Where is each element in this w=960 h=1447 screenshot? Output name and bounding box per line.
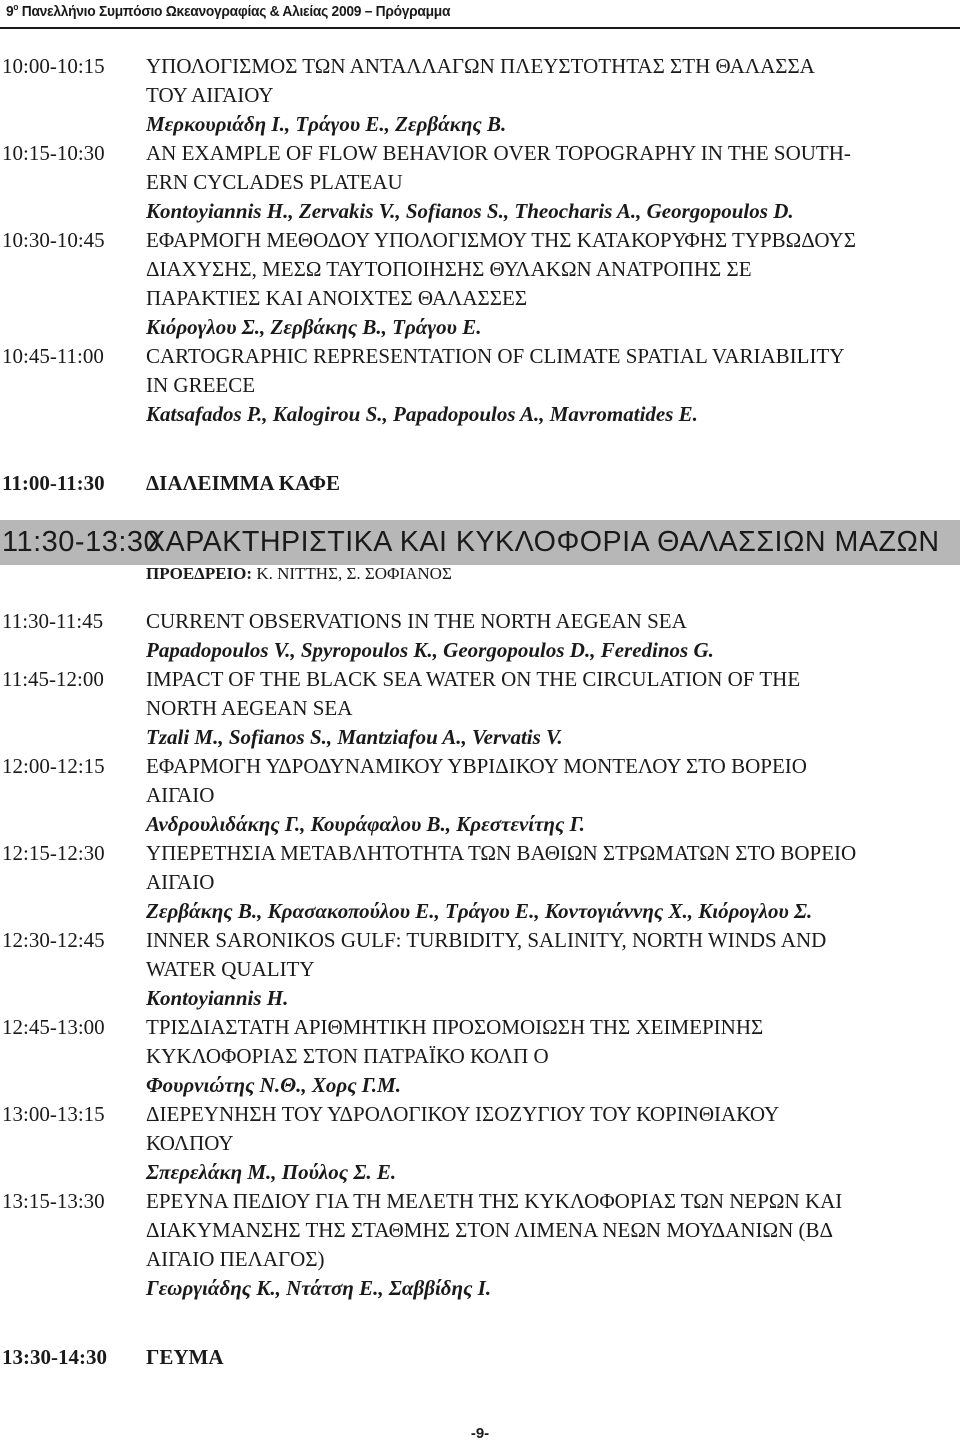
slot-time: 11:45-12:00 xyxy=(2,667,104,691)
talk-authors: Ζερβάκης Β., Κρασακοπούλου Ε., Τράγου Ε., Κοντογιάννης Χ., Κιόρογλου Σ. xyxy=(146,899,813,923)
page-number: -9- xyxy=(470,1425,490,1442)
slot-time: 10:45-11:00 xyxy=(2,344,104,368)
talk-title: ΤΡΙΣΔΙΑΣΤΑΤΗ ΑΡΙΘΜΗΤΙΚΗ ΠΡΟΣΟΜΟΙΩΣΗ ΤΗΣ ΧΕΙΜΕΡΙΝΗΣ ΚΥΚΛΟΦΟΡΙΑΣ ΣΤΟΝ ΠΑΤΡΑΪΚΟ ΚΟΛΠ Ο xyxy=(146,1015,764,1068)
edition-ordinal: ο xyxy=(13,2,19,12)
program-slot xyxy=(0,139,960,226)
talk-title: ΕΦΑΡΜΟΓΗ ΥΔΡΟΔΥΝΑΜΙΚΟΥ ΥΒΡΙΔΙΚΟΥ ΜΟΝΤΕΛΟΥ ΣΤΟ ΒΟΡΕΙΟ ΑΙΓΑΙΟ xyxy=(146,754,807,807)
talk-authors: Κιόρογλου Σ., Ζερβάκης Β., Τράγου Ε. xyxy=(146,315,482,339)
slot-time: 13:15-13:30 xyxy=(2,1189,105,1213)
header-rule xyxy=(0,27,960,29)
coffee-break xyxy=(0,469,960,498)
slot-time: 13:00-13:15 xyxy=(2,1102,105,1126)
slot-time: 12:00-12:15 xyxy=(2,754,105,778)
talk-authors: Σπερελάκη Μ., Πούλος Σ. Ε. xyxy=(146,1160,397,1184)
session-chairs xyxy=(0,563,960,585)
slots-group-b xyxy=(0,607,960,1303)
program xyxy=(0,52,960,1372)
lunch-time: 13:30-14:30 xyxy=(2,1345,107,1369)
talk-title: ΕΡΕΥΝΑ ΠΕΔΙΟΥ ΓΙΑ ΤΗ ΜΕΛΕΤΗ ΤΗΣ ΚΥΚΛΟΦΟΡΙΑΣ ΤΩΝ ΝΕΡΩΝ ΚΑΙ ΔΙΑΚΥΜΑΝΣΗΣ ΤΗΣ ΣΤΑΘΜΗΣ ΣΤΟΝ ΛΙΜΕΝΑ ΝΕΩΝ ΜΟΥΔΑΝΙΩΝ (ΒΔ ΑΙΓΑΙΟ ΠΕΛΑΓΟΣ) xyxy=(146,1189,843,1271)
slot-time: 10:00-10:15 xyxy=(2,54,105,78)
coffee-break-label: ΔΙΑΛΕΙΜΜΑ ΚΑΦΕ xyxy=(146,471,341,495)
page-header xyxy=(6,2,450,20)
program-slot xyxy=(0,665,960,752)
lunch-label: ΓΕΥΜΑ xyxy=(146,1345,224,1369)
program-slot xyxy=(0,226,960,342)
slots-group-a xyxy=(0,52,960,429)
program-slot xyxy=(0,1013,960,1100)
slot-time: 10:30-10:45 xyxy=(2,228,105,252)
talk-authors: Φουρνιώτης Ν.Θ., Χορς Γ.Μ. xyxy=(146,1073,401,1097)
talk-authors: Kontoyiannis H. xyxy=(146,986,289,1010)
lunch-break xyxy=(0,1343,960,1372)
talk-authors: Kontoyiannis H., Zervakis V., Sofianos S., Theocharis A., Georgopoulos D. xyxy=(146,199,794,223)
talk-authors: Papadopoulos V., Spyropoulos K., Georgopoulos D., Feredinos G. xyxy=(146,638,714,662)
talk-authors: Tzali M., Sofianos S., Mantziafou A., Vervatis V. xyxy=(146,725,563,749)
talk-title: ΥΠΕΡΕΤΗΣΙΑ ΜΕΤΑΒΛΗΤΟΤΗΤΑ ΤΩΝ ΒΑΘΙΩΝ ΣΤΡΩΜΑΤΩΝ ΣΤΟ ΒΟΡΕΙΟ ΑΙΓΑΙΟ xyxy=(146,841,857,894)
chairs-label: ΠΡΟΕΔΡΕΙΟ: xyxy=(146,564,253,583)
talk-title: INNER SARONIKOS GULF: TURBIDITY, SALINITY, NORTH WINDS AND WATER QUALITY xyxy=(146,928,827,981)
talk-authors: Katsafados P., Kalogirou S., Papadopoulos A., Mavromatides E. xyxy=(146,402,698,426)
program-slot xyxy=(0,1187,960,1303)
program-slot xyxy=(0,926,960,1013)
slot-time: 12:15-12:30 xyxy=(2,841,105,865)
talk-title: AN EXAMPLE OF FLOW BEHAVIOR OVER TOPOGRAPHY IN THE SOUTH- ERN CYCLADES PLATEAU xyxy=(146,141,851,194)
program-slot xyxy=(0,839,960,926)
talk-authors: Ανδρουλιδάκης Γ., Κουράφαλου Β., Κρεστενίτης Γ. xyxy=(146,812,585,836)
talk-title: ΔΙΕΡΕΥΝΗΣΗ ΤΟΥ ΥΔΡΟΛΟΓΙΚΟΥ ΙΣΟΖΥΓΙΟΥ ΤΟΥ ΚΟΡΙΝΘΙΑΚΟΥ ΚΟΛΠΟΥ xyxy=(146,1102,780,1155)
slot-time: 10:15-10:30 xyxy=(2,141,105,165)
talk-authors: Μερκουριάδη Ι., Τράγου Ε., Ζερβάκης Β. xyxy=(146,112,507,136)
talk-title: ΥΠΟΛΟΓΙΣΜΟΣ ΤΩΝ ΑΝΤΑΛΛΑΓΩΝ ΠΛΕΥΣΤΟΤΗΤΑΣ ΣΤΗ ΘΑΛΑΣΣΑ ΤΟΥ ΑΙΓΑΙΟΥ xyxy=(146,54,815,107)
talk-title: CURRENT OBSERVATIONS IN THE NORTH AEGEAN SEA xyxy=(146,609,687,633)
coffee-break-time: 11:00-11:30 xyxy=(2,471,105,495)
slot-time: 12:45-13:00 xyxy=(2,1015,105,1039)
slot-time: 12:30-12:45 xyxy=(2,928,105,952)
program-slot xyxy=(0,607,960,665)
talk-title: CARTOGRAPHIC REPRESENTATION OF CLIMATE SPATIAL VARIABILITY IN GREECE xyxy=(146,344,845,397)
program-slot xyxy=(0,342,960,429)
talk-title: ΕΦΑΡΜΟΓΗ ΜΕΘΟΔΟΥ ΥΠΟΛΟΓΙΣΜΟΥ ΤΗΣ ΚΑΤΑΚΟΡΥΦΗΣ ΤΥΡΒΩΔΟΥΣ ΔΙΑΧΥΣΗΣ, ΜΕΣΩ ΤΑΥΤΟΠΟΙΗΣΗΣ ΘΥΛΑΚΩΝ ΑΝΑΤΡΟΠΗΣ ΣΕ ΠΑΡΑΚΤΙΕΣ ΚΑΙ ΑΝΟΙΧΤΕΣ ΘΑΛΑΣΣΕΣ xyxy=(146,228,856,310)
program-slot xyxy=(0,752,960,839)
session-header xyxy=(0,520,960,565)
session-title: ΧΑΡΑΚΤΗΡΙΣΤΙΚΑ ΚΑΙ ΚΥΚΛΟΦΟΡΙΑ ΘΑΛΑΣΣΙΩΝ ΜΑΖΩΝ xyxy=(146,526,940,558)
slot-time: 11:30-11:45 xyxy=(2,609,104,633)
header-text: Πανελλήνιο Συμπόσιο Ωκεανογραφίας & Αλιείας 2009 – Πρόγραμμα xyxy=(21,3,451,20)
edition-number: 9 xyxy=(6,3,14,20)
program-slot xyxy=(0,52,960,139)
session-time: 11:30-13:30 xyxy=(2,526,161,558)
talk-title: IMPACT OF THE BLACK SEA WATER ON THE CIRCULATION OF THE NORTH AEGEAN SEA xyxy=(146,667,801,720)
chairs-names: Κ. ΝΙΤΤΗΣ, Σ. ΣΟΦΙΑΝΟΣ xyxy=(256,564,452,583)
talk-authors: Γεωργιάδης Κ., Ντάτση Ε., Σαββίδης Ι. xyxy=(146,1276,492,1300)
program-slot xyxy=(0,1100,960,1187)
